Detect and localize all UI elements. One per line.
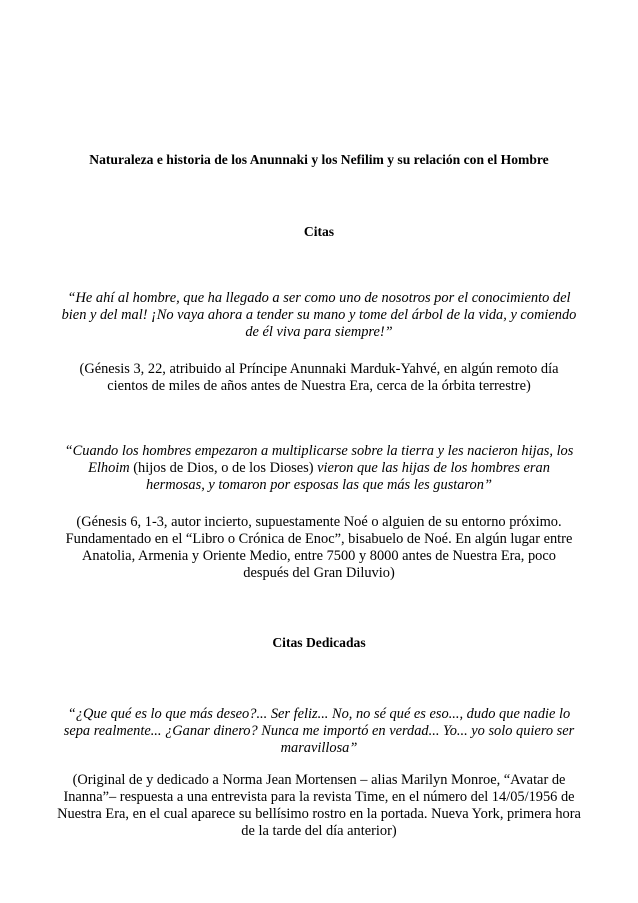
quote-marilyn: “¿Que qué es lo que más deseo?... Ser feliz... No, no sé qué es eso..., dudo que nadie lo sepa realmente... ¿Ganar dinero? Nunca me importó en verdad... Yo... yo solo quiero ser maravillosa” <box>63 706 575 756</box>
main-title: Naturaleza e historia de los Anunnaki y los Nefilim y su relación con el Hombre <box>89 152 549 167</box>
quote-genesis-6-part1: “Cuando los hombres empezaron a multiplicarse sobre la tierra y les nacieron hijas, los Elhoim <box>64 443 574 476</box>
quote-genesis-6 <box>58 443 580 494</box>
dedicated-heading: Citas Dedicadas <box>272 635 366 650</box>
source-genesis-3: (Génesis 3, 22, atribuido al Príncipe Anunnaki Marduk-Yahvé, en algún remoto día cientos de miles de años antes de Nuestra Era, cerca de la órbita terrestre) <box>79 361 559 394</box>
quote-genesis-6-part2: (hijos de Dios, o de los Dioses) <box>129 460 318 476</box>
source-marilyn: (Original de y dedicado a Norma Jean Mortensen – alias Marilyn Monroe, “Avatar de Inanna”– respuesta a una entrevista para la revista Time, en el número del 14/05/1956 de Nuestra Era, en el cual aparece su bellísimo rostro en la portada. Nueva York, primera hora de la tarde del día anterior) <box>57 772 581 839</box>
quote-genesis-6-part3: vieron que las hijas de los hombres eran hermosas, y tomaron por esposas las que más les gustaron” <box>146 460 550 493</box>
quote-genesis-3: “He ahí al hombre, que ha llegado a ser como uno de nosotros por el conocimiento del bien y del mal! ¡No vaya ahora a tender su mano y tome del árbol de la vida, y comiendo de él viva para siempre!” <box>61 290 577 340</box>
source-genesis-6: (Génesis 6, 1-3, autor incierto, supuestamente Noé o alguien de su entorno próximo. Fundamentado en el “Libro o Crónica de Enoc”, bisabuelo de Noé. En algún lugar entre Anatolia, Armenia y Oriente Medio, entre 7500 y 8000 antes de Nuestra Era, poco después del Gran Diluvio) <box>65 514 573 581</box>
citas-heading: Citas <box>303 224 335 239</box>
